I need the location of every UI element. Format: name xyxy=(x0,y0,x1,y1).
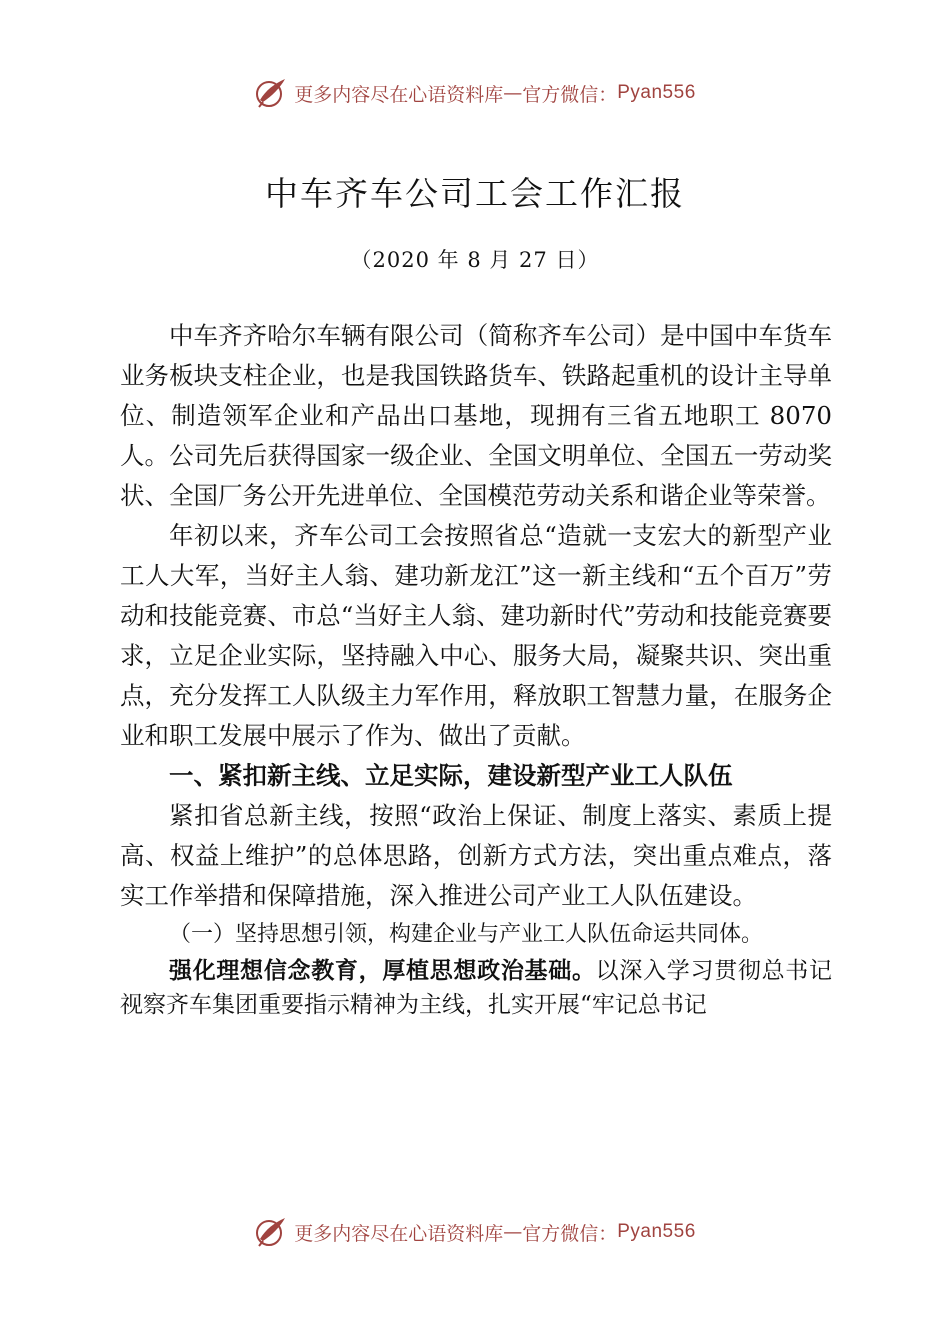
watermark-wechat-label: 官方微信： xyxy=(522,83,618,106)
watermark-wechat-label: 官方微信： xyxy=(522,1222,618,1245)
subsection-heading-1: （一）坚持思想引领，构建企业与产业工人队伍命运共同体。 xyxy=(169,922,764,947)
watermark-wechat-id: Pyan556 xyxy=(617,82,696,103)
paragraph-company-intro: 中车齐齐哈尔车辆有限公司（简称齐车公司）是中国中车货车业务板块支柱企业，也是我国铁路货车、铁路起重机的设计主导单位、制造领军企业和产品出口基地，现拥有三省五地职工 8070 人。公司先后获得国家一级企业、全国文明单位、全国五一劳动奖状、全国厂务公开先进单位、全国模范劳动关系和谐企业等荣誉。 xyxy=(120,321,832,510)
watermark-wechat-id: Pyan556 xyxy=(617,1221,696,1242)
document-body xyxy=(120,316,832,1022)
watermark-text: 更多内容尽在心语资料库 xyxy=(294,83,504,106)
watermark-footer xyxy=(0,1212,950,1252)
watermark-separator: — xyxy=(503,1221,523,1243)
lead-text: 以深入学习贯彻总书记视察齐车集团重要指示精神为主线，扎实开展“牢记总书记 xyxy=(120,958,833,1018)
lead-bold-phrase: 强化理想信念教育，厚植思想政治基础。 xyxy=(169,958,596,984)
section-heading-1: 一、紧扣新主线、立足实际，建设新型产业工人队伍 xyxy=(169,761,733,790)
quill-logo-icon xyxy=(254,76,288,110)
watermark-separator: — xyxy=(503,82,523,104)
document-title: 中车齐车公司工会工作汇报 xyxy=(265,174,685,213)
document-date: （2020 年 8 月 27 日） xyxy=(350,248,600,272)
watermark-header xyxy=(0,73,950,113)
paragraph-year-overview: 年初以来，齐车公司工会按照省总“造就一支宏大的新型产业工人大军，当好主人翁、建功新龙江”这一新主线和“五个百万”劳动和技能竞赛、市总“当好主人翁、建功新时代”劳动和技能竞赛要求，立足企业实际，坚持融入中心、服务大局，凝聚共识、突出重点，充分发挥工人队级主力军作用，释放职工智慧力量，在服务企业和职工发展中展示了作为、做出了贡献。 xyxy=(120,521,832,750)
paragraph-ideology xyxy=(120,954,832,1022)
quill-logo-icon xyxy=(254,1215,288,1249)
watermark-text: 更多内容尽在心语资料库 xyxy=(294,1222,504,1245)
paragraph-section-1: 紧扣省总新主线，按照“政治上保证、制度上落实、素质上提高、权益上维护”的总体思路，创新方式方法，突出重点难点，落实工作举措和保障措施，深入推进公司产业工人队伍建设。 xyxy=(120,801,832,910)
